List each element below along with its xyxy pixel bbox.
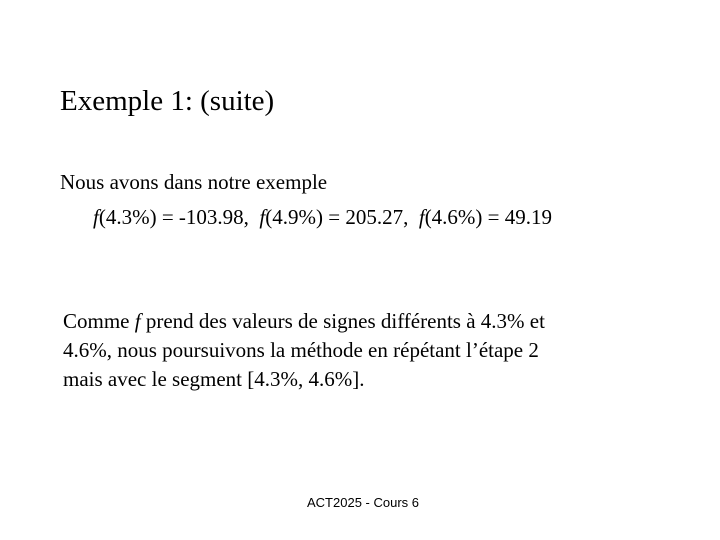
- slide-title: Exemple 1: (suite): [60, 85, 275, 117]
- paragraph-text: Comme: [63, 309, 135, 333]
- function-symbol: f: [418, 205, 425, 229]
- paragraph-text: prend des valeurs de signes différents à 4.3% et: [140, 309, 545, 333]
- paragraph-line-3: mais avec le segment [4.3%, 4.6%].: [63, 367, 365, 391]
- slide-footer: ACT2025 - Cours 6: [307, 495, 419, 510]
- function-value-3: [419, 205, 552, 229]
- function-values-line: [93, 204, 552, 230]
- function-expression: (4.9%) = 205.27,: [265, 205, 409, 229]
- function-symbol: f: [93, 205, 99, 229]
- function-value-1: [93, 205, 249, 229]
- function-value-2: [259, 205, 408, 229]
- paragraph-line-2: 4.6%, nous poursuivons la méthode en répétant l’étape 2: [63, 338, 539, 362]
- function-symbol: f: [259, 205, 266, 229]
- function-expression: (4.6%) = 49.19: [424, 205, 553, 229]
- paragraph-line-1: [63, 307, 663, 336]
- function-symbol: f: [134, 309, 141, 333]
- explanation-paragraph: [63, 307, 663, 394]
- intro-text: Nous avons dans notre exemple: [60, 170, 328, 194]
- function-expression: (4.3%) = -103.98,: [98, 205, 249, 229]
